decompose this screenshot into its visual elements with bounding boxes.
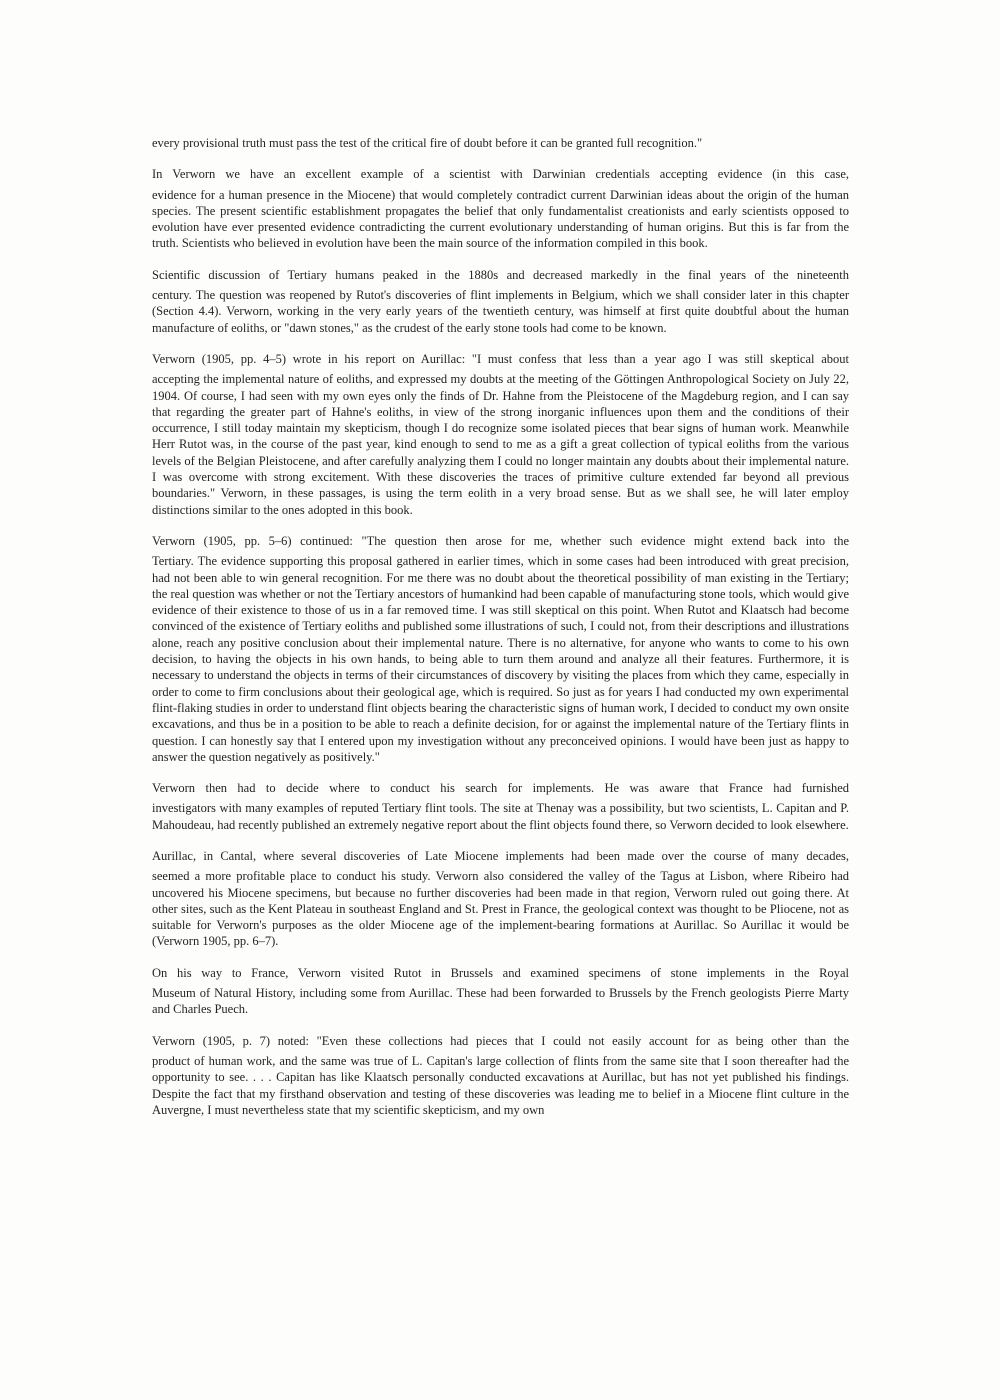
paragraph-continuation: seemed a more profitable place to conduct his study. Verworn also considered the valley of the Tagus at Lisbon, where Ribeiro had uncovered his Miocene specimens, but because no further discoveries had been made in that region, Verworn ruled out going there. At other sites, such as the Kent Plateau in southeast England and St. Prest in France, the geological context was thought to be Pliocene, not as suitable for Verworn's purposes as the older Miocene age of the implement-bearing formations at Aurillac. So Aurillac it would be (Verworn 1905, pp. 6–7). — [152, 869, 849, 949]
paragraph — [152, 267, 849, 336]
paragraph-first-line: Verworn (1905, p. 7) noted: "Even these collections had pieces that I could not easily account for as being other than the — [152, 1033, 849, 1048]
paragraph-first-line: Verworn then had to decide where to conduct his search for implements. He was aware that France had furnished — [152, 781, 849, 796]
paragraph — [152, 533, 849, 765]
paragraph-continuation: evidence for a human presence in the Miocene) that would completely contradict current Darwinian ideas about the origin of the human species. The present scientific establishment propagates the belief that only fundamentalist creationists and early scientists opposed to evolution have ever presented evidence contradicting the current evolutionary understanding of human origins. But this is far from the truth. Scientists who believed in evolution have been the main source of the information compiled in this book. — [152, 187, 849, 251]
paragraph-continuation: investigators with many examples of reputed Tertiary flint tools. The site at Thenay was a possibility, but two scientists, L. Capitan and P. Mahoudeau, had recently published an extremely negative report about the flint objects found there, so Verworn decided to look elsewhere. — [152, 801, 849, 832]
paragraph — [152, 1033, 849, 1118]
paragraph-first-line: Verworn (1905, pp. 5–6) continued: "The question then arose for me, whether such evidence might extend back into the — [152, 533, 849, 548]
paragraph-first-line: In Verworn we have an excellent example of a scientist with Darwinian credentials accepting evidence (in this case, — [152, 167, 849, 182]
paragraph-continuation: product of human work, and the same was true of L. Capitan's large collection of flints from the same site that I soon thereafter had the opportunity to see. . . . Capitan has like Klaatsch personally conducted excavations at Aurillac, but has not yet published his findings. Despite the fact that my firsthand observation and testing of these discoveries was leading me to belief in a Miocene flint culture in the Auvergne, I must nevertheless state that my scientific skepticism, and my own — [152, 1053, 849, 1117]
paragraph — [152, 135, 849, 151]
paragraph-continuation: century. The question was reopened by Rutot's discoveries of flint implements in Belgium, which we shall consider later in this chapter (Section 4.4). Verworn, working in the very early years of the twentieth century, was himself at first quite doubtful about the human manufacture of eoliths, or "dawn stones," as the crudest of the early stone tools had come to be known. — [152, 288, 849, 335]
paragraph-first-line: Verworn (1905, pp. 4–5) wrote in his report on Aurillac: "I must confess that less than a year ago I was still skeptical about — [152, 351, 849, 366]
paragraph-continuation: Museum of Natural History, including some from Aurillac. These had been forwarded to Brussels by the French geologists Pierre Marty and Charles Puech. — [152, 986, 849, 1017]
paragraph — [152, 780, 849, 833]
paragraph — [152, 351, 849, 518]
paragraph-first-line: Scientific discussion of Tertiary humans peaked in the 1880s and decreased markedly in the final years of the nineteenth — [152, 267, 849, 282]
paragraph — [152, 166, 849, 251]
paragraph-first-line: On his way to France, Verworn visited Rutot in Brussels and examined specimens of stone implements in the Royal — [152, 965, 849, 980]
paragraph — [152, 965, 849, 1018]
paragraph — [152, 848, 849, 950]
paragraph-continuation: Tertiary. The evidence supporting this proposal gathered in earlier times, which in some cases had been introduced with great precision, had not been able to win general recognition. For me there was no doubt about the theoretical possibility of man existing in the Tertiary; the real question was whether or not the Tertiary ancestors of humankind had been capable of manufacturing stone tools, which would give evidence of their existence to those of us in a far removed time. I was still skeptical on this point. When Rutot and Klaatsch had become convinced of the existence of Tertiary eoliths and published some illustrations of such, I could not, from their descriptions and illustrations alone, reach any positive conclusion about their implemental nature. There is no alternative, for anyone who wants to come to his own decision, to having the objects in his own hands, to being able to turn them around and analyze all their features. Furthermore, it is necessary to understand the objects in terms of their circumstances of discovery by visiting the places from which they came, especially in order to come to firm conclusions about their geological age, which is required. So just as for years I had conducted my own experimental flint-flaking studies in order to understand flint objects bearing the characteristic signs of human work, I decided to conduct my own onsite excavations, and thus be in a position to be able to reach a definite decision, for or against the implemental nature of the Tertiary flints in question. I can honestly say that I entered upon my investigation without any preconceived opinions. I would have been just as happy to answer the question negatively as positively." — [152, 554, 849, 764]
paragraph-continuation: accepting the implemental nature of eoliths, and expressed my doubts at the meeting of the Göttingen Anthropological Society on July 22, 1904. Of course, I had seen with my own eyes only the finds of Dr. Hahne from the Pleistocene of the Magdeburg region, and I can say that regarding the greater part of Hahne's eoliths, in view of the strong inorganic influences upon them and the conditions of their occurrence, I still today maintain my skepticism, though I do recognize some isolated pieces that bear signs of human work. Meanwhile Herr Rutot was, in the course of the past year, kind enough to send to me as a gift a great collection of typical eoliths from the various levels of the Belgian Pleistocene, and after carefully analyzing them I could no longer maintain any doubts about their implemental nature. I was overcome with strong excitement. With these discoveries the traces of primitive culture extended far beyond all previous boundaries." Verworn, in these passages, is using the term eolith in a very broad sense. But as we shall see, he will later employ distinctions similar to the ones adopted in this book. — [152, 372, 849, 517]
paragraph-first-line: Aurillac, in Cantal, where several discoveries of Late Miocene implements had been made over the course of many decades, — [152, 848, 849, 863]
paragraph-first-line: every provisional truth must pass the test of the critical fire of doubt before it can be granted full recognition." — [152, 136, 703, 150]
